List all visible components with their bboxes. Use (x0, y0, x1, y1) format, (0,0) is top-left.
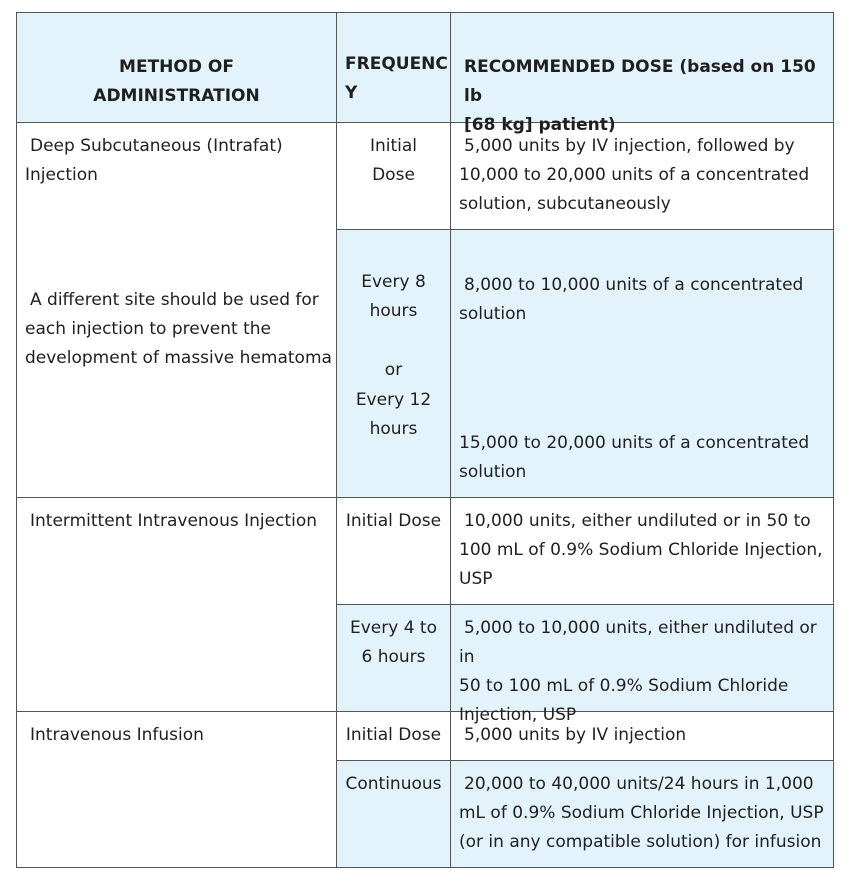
frequency-or: or (384, 360, 403, 380)
table-border-right (833, 12, 834, 868)
row-divider-sub-3 (336, 760, 834, 761)
dose-initial-infusion: 5,000 units by IV injection (464, 725, 687, 745)
dose-initial-subcutaneous: 5,000 units by IV injection, followed by 10,000 to 20,000 units of a concentrated solution, subcutaneously (459, 136, 810, 214)
header-frequency: FREQUENC Y (345, 54, 448, 103)
table-border-top (16, 12, 834, 13)
dose-every-8-hours: 8,000 to 10,000 units of a concentrated solution (459, 275, 804, 324)
column-divider-2 (450, 12, 451, 868)
table-border-left (16, 12, 17, 868)
method-intermittent-iv: Intermittent Intravenous Injection (30, 511, 317, 531)
frequency-continuous: Continuous (345, 774, 442, 794)
frequency-every-4-6-hours: Every 4 to 6 hours (349, 618, 437, 667)
dose-every-12-hours: 15,000 to 20,000 units of a concentrated solution (459, 433, 810, 482)
header-method: METHOD OF ADMINISTRATION (93, 57, 260, 106)
method-note-hematoma: A different site should be used for each injection to prevent the development of massive hematoma (25, 290, 332, 368)
row-divider-section-1 (16, 497, 834, 498)
dose-every-4-6-hours: 5,000 to 10,000 units, either undiluted or in 50 to 100 mL of 0.9% Sodium Chloride Injection, USP (459, 618, 817, 725)
frequency-initial-dose: Initial Dose (369, 136, 418, 185)
row-divider-sub-1 (336, 229, 834, 230)
table-border-bottom (16, 867, 834, 868)
frequency-every-8-hours: Every 8 hours (361, 272, 426, 321)
header-dose: RECOMMENDED DOSE (based on 150 lb [68 kg] patient) (464, 57, 816, 135)
dose-initial-iv: 10,000 units, either undiluted or in 50 to 100 mL of 0.9% Sodium Chloride Injection, USP (459, 511, 823, 589)
method-deep-subcutaneous: Deep Subcutaneous (Intrafat) Injection (25, 136, 283, 185)
method-iv-infusion: Intravenous Infusion (30, 725, 204, 745)
frequency-initial-dose-iv: Initial Dose (345, 511, 442, 531)
row-divider-sub-2 (336, 604, 834, 605)
frequency-initial-dose-infusion: Initial Dose (345, 725, 442, 745)
frequency-every-12-hours: Every 12 hours (355, 390, 432, 439)
dose-continuous: 20,000 to 40,000 units/24 hours in 1,000 mL of 0.9% Sodium Chloride Injection, USP (or in any compatible solution) for infusion (459, 774, 824, 852)
